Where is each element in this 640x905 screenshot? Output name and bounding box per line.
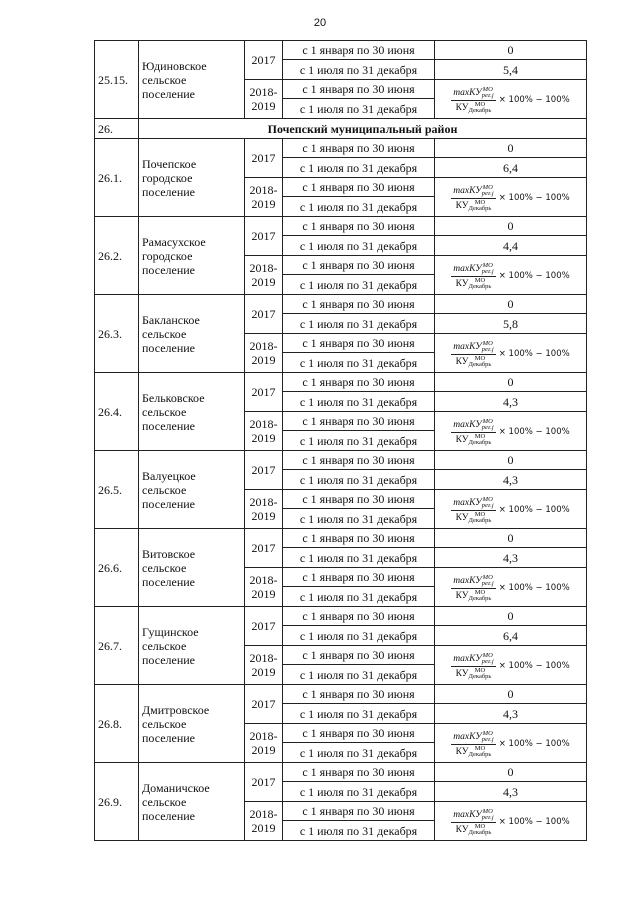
- index-formula: maxКУ МО рег.j КУ МО Декабрь × 100% − 100%: [453, 495, 570, 524]
- period-cell: с 1 января по 30 июня: [283, 178, 435, 197]
- year-cell: 2018-2019: [245, 80, 283, 119]
- index-formula: maxКУ МО рег.j КУ МО Декабрь × 100% − 100%: [453, 651, 570, 680]
- value-cell: 5,4: [435, 60, 587, 80]
- value-cell: 4,3: [435, 548, 587, 568]
- index-formula: maxКУ МО рег.j КУ МО Декабрь × 100% − 100%: [453, 261, 570, 290]
- formula-cell: [435, 568, 587, 607]
- period-cell: с 1 января по 30 июня: [283, 646, 435, 665]
- value-cell: 0: [435, 41, 587, 60]
- table-row: [95, 373, 587, 392]
- period-cell: с 1 января по 30 июня: [283, 41, 435, 60]
- table-row: [95, 139, 587, 158]
- period-cell: с 1 июля по 31 декабря: [283, 353, 435, 373]
- period-cell: с 1 июля по 31 декабря: [283, 99, 435, 119]
- table-row: [95, 529, 587, 548]
- period-cell: с 1 июля по 31 декабря: [283, 197, 435, 217]
- year-cell: 2018-2019: [245, 412, 283, 451]
- value-cell: 0: [435, 451, 587, 470]
- period-cell: с 1 января по 30 июня: [283, 685, 435, 704]
- settlement-name: Бакланское сельское поселение: [139, 295, 245, 373]
- table-row: [95, 217, 587, 236]
- value-cell: 6,4: [435, 158, 587, 178]
- table-row: [95, 41, 587, 60]
- year-cell: 2018-2019: [245, 178, 283, 217]
- period-cell: с 1 января по 30 июня: [283, 724, 435, 743]
- period-cell: с 1 января по 30 июня: [283, 802, 435, 821]
- year-cell: 2017: [245, 763, 283, 802]
- period-cell: с 1 января по 30 июня: [283, 490, 435, 509]
- settlement-name: Почепское городское поселение: [139, 139, 245, 217]
- period-cell: с 1 июля по 31 декабря: [283, 431, 435, 451]
- period-cell: с 1 января по 30 июня: [283, 256, 435, 275]
- settlement-name: Юдиновское сельское поселение: [139, 41, 245, 119]
- period-cell: с 1 января по 30 июня: [283, 295, 435, 314]
- period-cell: с 1 июля по 31 декабря: [283, 60, 435, 80]
- year-cell: 2017: [245, 529, 283, 568]
- table-row: [95, 607, 587, 626]
- period-cell: с 1 июля по 31 декабря: [283, 743, 435, 763]
- formula-cell: [435, 802, 587, 841]
- year-cell: 2017: [245, 607, 283, 646]
- value-cell: 4,4: [435, 236, 587, 256]
- formula-cell: [435, 724, 587, 763]
- settlement-name: Доманичское сельское поселение: [139, 763, 245, 841]
- period-cell: с 1 июля по 31 декабря: [283, 392, 435, 412]
- index-formula: maxКУ МО рег.j КУ МО Декабрь × 100% − 100%: [453, 339, 570, 368]
- year-cell: 2018-2019: [245, 490, 283, 529]
- value-cell: 6,4: [435, 626, 587, 646]
- period-cell: с 1 января по 30 июня: [283, 334, 435, 353]
- formula-cell: [435, 490, 587, 529]
- period-cell: с 1 июля по 31 декабря: [283, 665, 435, 685]
- index-formula: maxКУ МО рег.j КУ МО Декабрь × 100% − 100%: [453, 417, 570, 446]
- period-cell: с 1 июля по 31 декабря: [283, 275, 435, 295]
- year-cell: 2018-2019: [245, 334, 283, 373]
- row-number: 26.6.: [95, 529, 139, 607]
- period-cell: с 1 января по 30 июня: [283, 373, 435, 392]
- row-number: 26.3.: [95, 295, 139, 373]
- period-cell: с 1 января по 30 июня: [283, 607, 435, 626]
- row-number: 26.9.: [95, 763, 139, 841]
- row-number: 26.1.: [95, 139, 139, 217]
- value-cell: 0: [435, 139, 587, 158]
- settlement-name: Валуецкое сельское поселение: [139, 451, 245, 529]
- period-cell: с 1 июля по 31 декабря: [283, 782, 435, 802]
- settlement-name: Бельковское сельское поселение: [139, 373, 245, 451]
- period-cell: с 1 января по 30 июня: [283, 451, 435, 470]
- value-cell: 4,3: [435, 470, 587, 490]
- period-cell: с 1 января по 30 июня: [283, 763, 435, 782]
- formula-cell: [435, 412, 587, 451]
- period-cell: с 1 января по 30 июня: [283, 80, 435, 99]
- value-cell: 5,8: [435, 314, 587, 334]
- formula-cell: [435, 178, 587, 217]
- value-cell: 4,3: [435, 392, 587, 412]
- table-row: [95, 295, 587, 314]
- value-cell: 0: [435, 685, 587, 704]
- table-row: [95, 685, 587, 704]
- tariff-table: [94, 40, 587, 841]
- period-cell: с 1 июля по 31 декабря: [283, 509, 435, 529]
- index-formula: maxКУ МО рег.j КУ МО Декабрь × 100% − 100%: [453, 573, 570, 602]
- row-number: 26.4.: [95, 373, 139, 451]
- district-number: 26.: [95, 119, 139, 139]
- period-cell: с 1 июля по 31 декабря: [283, 587, 435, 607]
- period-cell: с 1 января по 30 июня: [283, 568, 435, 587]
- settlement-name: Рамасухское городское поселение: [139, 217, 245, 295]
- row-number: 26.8.: [95, 685, 139, 763]
- year-cell: 2017: [245, 685, 283, 724]
- index-formula: maxКУ МО рег.j КУ МО Декабрь × 100% − 100%: [453, 807, 570, 836]
- formula-cell: [435, 646, 587, 685]
- district-title: Почепский муниципальный район: [139, 119, 587, 139]
- period-cell: с 1 июля по 31 декабря: [283, 314, 435, 334]
- value-cell: 0: [435, 529, 587, 548]
- value-cell: 4,3: [435, 782, 587, 802]
- page-number: 20: [313, 17, 327, 29]
- period-cell: с 1 января по 30 июня: [283, 139, 435, 158]
- year-cell: 2018-2019: [245, 724, 283, 763]
- table-row: [95, 763, 587, 782]
- value-cell: 4,3: [435, 704, 587, 724]
- district-row: [95, 119, 587, 139]
- row-number: 25.15.: [95, 41, 139, 119]
- settlement-name: Витовское сельское поселение: [139, 529, 245, 607]
- year-cell: 2017: [245, 295, 283, 334]
- row-number: 26.2.: [95, 217, 139, 295]
- period-cell: с 1 января по 30 июня: [283, 217, 435, 236]
- year-cell: 2018-2019: [245, 646, 283, 685]
- settlement-name: Дмитровское сельское поселение: [139, 685, 245, 763]
- period-cell: с 1 июля по 31 декабря: [283, 821, 435, 841]
- year-cell: 2018-2019: [245, 802, 283, 841]
- formula-cell: [435, 256, 587, 295]
- index-formula: maxКУ МО рег.j КУ МО Декабрь × 100% − 100%: [453, 729, 570, 758]
- period-cell: с 1 июля по 31 декабря: [283, 470, 435, 490]
- period-cell: с 1 января по 30 июня: [283, 529, 435, 548]
- period-cell: с 1 июля по 31 декабря: [283, 626, 435, 646]
- value-cell: 0: [435, 607, 587, 626]
- index-formula: maxКУ МО рег.j КУ МО Декабрь × 100% − 100%: [453, 183, 570, 212]
- period-cell: с 1 июля по 31 декабря: [283, 704, 435, 724]
- year-cell: 2017: [245, 451, 283, 490]
- year-cell: 2018-2019: [245, 256, 283, 295]
- year-cell: 2017: [245, 41, 283, 80]
- formula-cell: [435, 80, 587, 119]
- value-cell: 0: [435, 295, 587, 314]
- table-row: [95, 451, 587, 470]
- value-cell: 0: [435, 373, 587, 392]
- year-cell: 2017: [245, 373, 283, 412]
- row-number: 26.5.: [95, 451, 139, 529]
- period-cell: с 1 января по 30 июня: [283, 412, 435, 431]
- row-number: 26.7.: [95, 607, 139, 685]
- value-cell: 0: [435, 763, 587, 782]
- year-cell: 2018-2019: [245, 568, 283, 607]
- formula-cell: [435, 334, 587, 373]
- period-cell: с 1 июля по 31 декабря: [283, 548, 435, 568]
- period-cell: с 1 июля по 31 декабря: [283, 236, 435, 256]
- year-cell: 2017: [245, 139, 283, 178]
- index-formula: maxКУ МО рег.j КУ МО Декабрь × 100% − 100%: [453, 85, 570, 114]
- year-cell: 2017: [245, 217, 283, 256]
- period-cell: с 1 июля по 31 декабря: [283, 158, 435, 178]
- settlement-name: Гущинское сельское поселение: [139, 607, 245, 685]
- value-cell: 0: [435, 217, 587, 236]
